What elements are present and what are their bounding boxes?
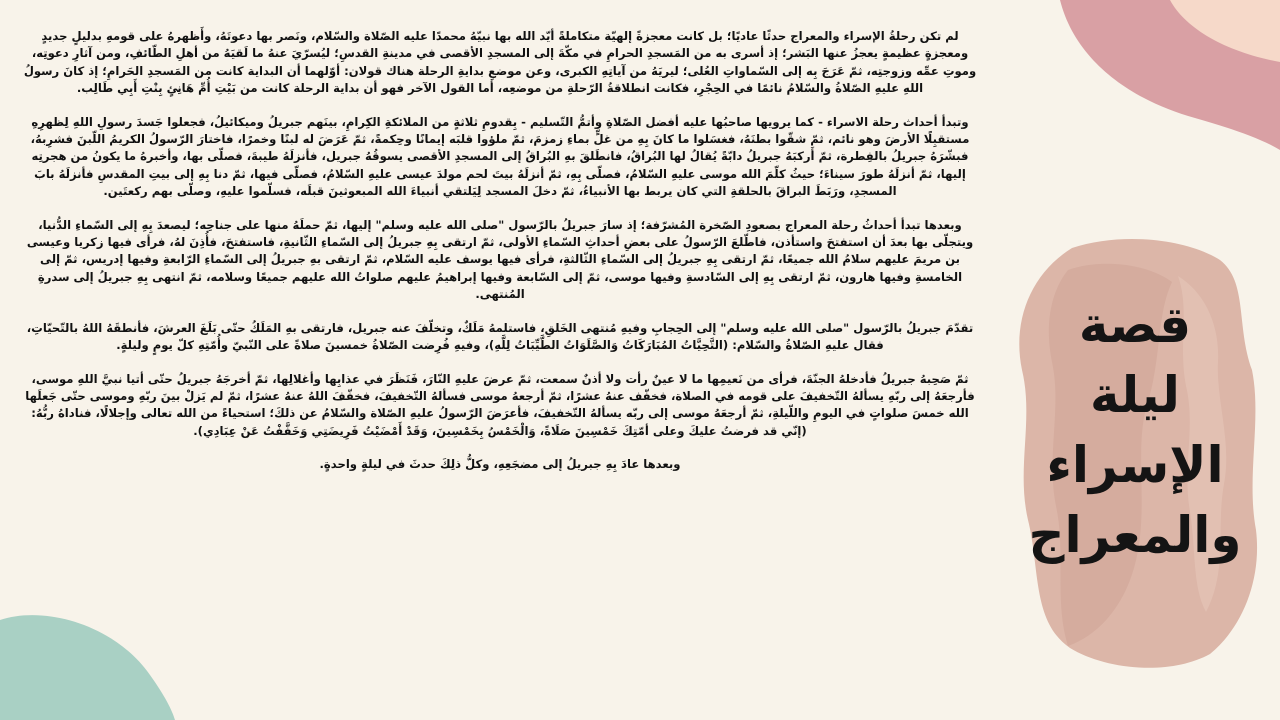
story-paragraph: تقدّمَ جبريلُ بالرّسول "صلى الله عليه وسلم" إلى الحِجابِ وفيهِ مُنتهى الخَلقِ، فاستلمهُ مَلَكٌ، وتخلّفَ عنه جبريل، فارتقى بهِ المَلَكُ حتّى بَلَغَ العرشَ، فأنطقَهُ اللهُ بالتّحيّاتِ، فقال عليهِ الصّلاةُ والسّلام: (التَّحِيَّاتُ المُبَارَكَاتُ وَالصَّلَوَاتُ الطَّيِّبَاتُ لِلَّهِ)، وفيهِ فُرِضت الصّلاةُ خمسينَ صلاةً على النّبيّ وأُمّتِهِ كلّ يومٍ وليلةٍ. <box>26 320 974 353</box>
title-line: ليلة <box>1090 366 1180 424</box>
pink-blob-decoration <box>1020 0 1280 160</box>
story-paragraph: وبعدها تبدأ أحداثُ رحلة المعراج بصعودِ الصّخرة المُشرّفة؛ إذ سارَ جبريلُ بالرّسول "صلى الله عليه وسلم" إليها، ثمّ حملَهُ منها على جناحِه؛ ليصعدَ بِهِ إلى السّماءِ الدُّنيا، ويتجلّى بها بعدَ أن استفتحَ واستأذن، فاطّلعَ الرّسولُ على بعضِ أحداثِ السّماءِ الأولى، ثمّ ارتقى بِهِ جبريلُ إلى السّماءِ الثّانيةِ، فاستفتحَ، فأُذِنَ لهُ، فرأى فيها زكريا وعيسى بن مريمَ عليهم سلامُ الله جميعًا، ثمّ ارتقى بِهِ جبريلُ إلى السّماءِ الثّالثةِ، فرأى فيها يوسف عليه السّلام، ثمّ ارتقى بهِ جبريلُ إلى السّماءِ الرّابعةِ وفيها إدريس، ثمّ إلى الخامسةِ وفيها هارون، ثمّ ارتقى بِهِ إلى السّادسةِ وفيها موسى، ثمّ إلى السّابعة وفيها إبراهيمُ عليهم صلواتُ الله عليهم جميعًا وسلامه، ثمّ انتهى بِهِ جبريلُ إلى سدرةِ المُنتهى. <box>26 217 974 302</box>
story-paragraph: لم تكن رحلةُ الإسراء والمعراج حدثًا عاديًا؛ بل كانت معجزةً إلهيّة متكاملةً أيّد الله بها نبيّهُ محمدًا عليه الصّلاة والسّلام، ونَصر بها دعوتَهُ، وأَظهرهُ على قومهِ بدليلٍ جديدٍ ومعجزةٍ عظيمةٍ يعجزُ عنها البَشر؛ إذ أسرى به من المَسجدِ الحرامِ في مكّةَ إلى المسجدِ الأقصى في مدينةِ القدسِ؛ ليُسرّيَ عنهُ ما لَقيَهُ من أهلِ الطّائفِ، ومن آثارِ دعوتِه، وموتِ عمِّه وزوجتِه، ثمّ عَرَجَ بِه إلى السّماواتِ العُلى؛ ليريَهُ من آياتِهِ الكبرى، وعن موضعِ بدايةِ الرحلة هناك قولان: أوّلهما أن البداية كانت من المَسجدِ الحَرامِ؛ إذ كانَ رسولُ اللهِ عليهِ الصّلاةُ والسّلامُ نائمًا في الحِجْرِ، فكانت انطلاقةُ الرّحلةِ من موضعِه، أما القول الآخر فهو أن بداية الرحلة كانت من بَيْتِ أُمِّ هَانِئٍ بِنْتِ أَبِي طَالِب. <box>23 29 977 96</box>
title-line: الإسراء <box>1046 436 1224 494</box>
story-title <box>1020 290 1250 570</box>
title-line: قصة <box>1078 296 1192 354</box>
story-paragraph: ثمّ صَحِبهُ جبريلُ فأدخلهُ الجنّةَ، فرأى من نَعيمِها ما لا عينٌ رأت ولا أذنٌ سمعت، ثمّ عرضَ عليهِ النّارَ، فَنَظَرَ في عذابِها وأغلالِها، ثمّ أخرجَهُ جبريلُ حتّى أتيا نبيَّ اللهِ موسى، فأرجعَهُ إلى ربّهِ يسألهُ التّخفيفَ على قومه في الصلاة، فخفّف عنهُ عشرًا، ثمّ أرجعهُ موسى فسألهُ التّخفيفَ، فخفّفَ اللهُ عنهُ عشرًا، ثمّ لم يَزلْ بينَ ربّهِ وموسى حتّى جَعلَها الله خمسَ صلواتٍ في اليومِ واللّيلةِ، ثمّ أرجعَهُ موسى إلى ربّه يسألهُ التّخفيفَ، فأعرَضَ الرّسولُ عليهِ الصّلاة والسّلامُ عن ذلكَ؛ استحياءً من الله تعالى وإجلالًا، فناداهُ ربُّهُ: (إنّي قد فرضتُ عليكَ وعلى أمّتِكَ خَمْسِينَ صَلَاةً، وَالْخَمْسُ بِخَمْسِينَ، وَقَدْ أَمْضَيْتُ فَرِيضَتِي وَخَفَّفْتُ عَنْ عِبَادِي). <box>25 371 975 438</box>
story-text <box>20 28 980 708</box>
story-paragraph: وتبدأ أحداث رحلة الاسراء - كما يرويها صاحبُها عليه أفضل الصّلاةِ وأتمُّ التّسليم - بِقدومِ ثلاثةٍ من الملائكةِ الكِرامِ، بينَهم جبريلُ وميكائيلُ، فجعلوا جَسدَ رسولِ اللهِ لِظهرِهِ مستقبِلًا الأرضَ وهو نائم، ثمّ شقّوا بطنَهُ، فغسَلوا ما كانَ بِهِ من غلٍّ بماءِ زمزمَ، ثمّ ملؤوا قلبَه إيمانًا وحِكمةً، ثمّ عَرَضَ له لبنًا وخمرًا، فاختارَ الرّسولُ الكريمُ اللّبنَ فشرِبهُ، فبشّرَهُ جبريلُ بالفِطرة، ثمّ أَركبَهُ جبريلُ دابّةً يُقالُ لها البُراقُ، فانطَلقَ بهِ البُراقُ إلى المسجدِ الأقصى يسوقُهُ جبريل، فأنزلَهُ طيبةَ، فصلّى بها، وأخبرهُ ما يكونُ من هجرتِه إليها، ثمّ أنزلَهُ طورَ سيناءَ؛ حيثُ كلّمَ الله موسى عليهِ السّلامُ، فصلّى بِهِ، ثمّ أنزلَهُ بيتَ لحم مولدَ عيسى عليهِ السّلامُ، فصلّى فيها، ثمّ دنا بِهِ إلى بيتِ المقدسِ فأنزلَهُ بابَ المسجدِ، ورَبَطَ البراقَ بالحلقةِ التي كان يربط بها الأنبياءُ، ثمّ دخلَ المسجد لِيَلتقي أنبياءَ الله المبعوثينَ قبلَه، فسلّموا عليهِ، وصلّى بهم ركعتَين. <box>30 114 970 199</box>
story-paragraph: وبعدها عادَ بِهِ جبريلُ إلى مضجَعِهِ، وكلُّ ذلِكَ حدثَ في ليلةٍ واحدةٍ. <box>319 457 681 472</box>
title-line: والمعراج <box>1028 506 1242 564</box>
